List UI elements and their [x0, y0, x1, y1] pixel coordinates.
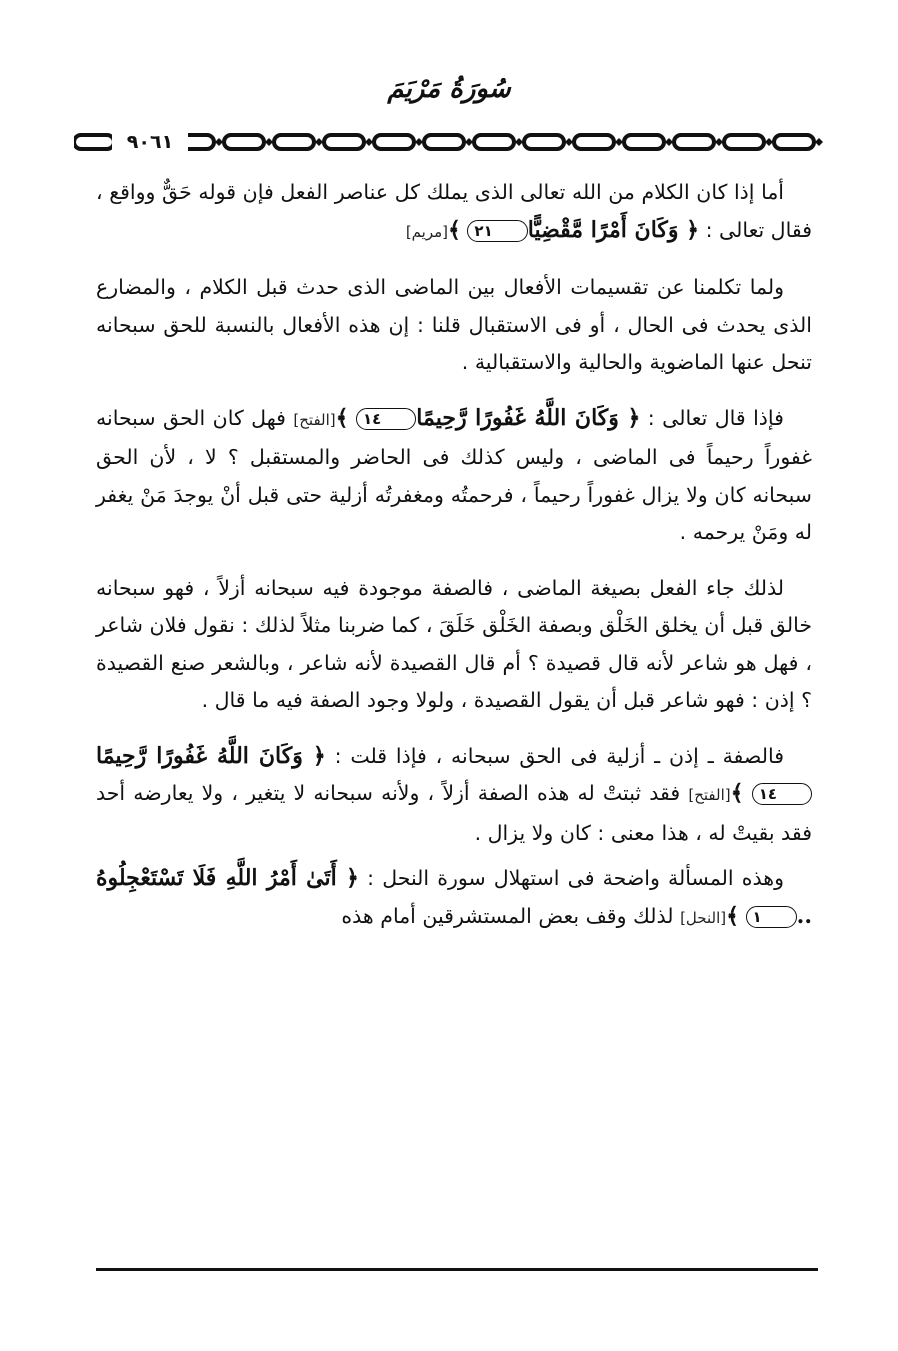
chain-link	[674, 135, 714, 149]
chain-link	[374, 135, 414, 149]
quran-verse: ﴾	[448, 216, 461, 243]
body-text-run: فإذا قال تعالى :	[640, 405, 784, 430]
chain-diamond	[765, 138, 773, 146]
paragraph	[96, 174, 812, 251]
surah-reference: [الفتح]	[293, 410, 336, 429]
quran-verse: ﴿ أَتَىٰ أَمْرُ اللَّهِ فَلَا تَسْتَعْجِلُوهُ ..	[96, 865, 812, 929]
chain-link	[774, 135, 814, 149]
chain-diamond	[315, 138, 323, 146]
paragraph	[96, 738, 812, 853]
chain-link	[574, 135, 614, 149]
paragraph	[96, 269, 812, 382]
chain-diamond	[215, 138, 223, 146]
footer-rule	[96, 1268, 818, 1271]
ayah-number: ١٤	[752, 783, 812, 805]
chain-ornament	[74, 126, 836, 158]
ayah-number: ١٤	[356, 408, 416, 430]
paragraph	[96, 400, 812, 552]
quran-verse: ﴿ وَكَانَ اللَّهُ غَفُورًا رَّحِيمًا	[416, 404, 641, 431]
chain-diamond	[365, 138, 373, 146]
body-text-run: فهل كان الحق سبحانه غفوراً رحيماً فى الماضى ، وليس كذلك فى الحاضر والمستقبل ؟ لا ، لأن الحق سبحانه كان ولا يزال غفوراً رحيماً ، فرحمتُه ومغفرتُه أزلية حتى قبل أنْ يوجدَ مَنْ يغفر له ومَنْ يرحمه .	[96, 405, 812, 544]
chain-link	[624, 135, 664, 149]
quran-verse: ﴿ وَكَانَ اللَّهُ غَفُورًا رَّحِيمًا	[96, 742, 326, 769]
body-text-run: أما إذا كان الكلام من الله تعالى الذى يملك كل عناصر الفعل فإن قوله حَقٌّ وواقع ، فقال تعالى :	[96, 180, 812, 242]
body-text-run: ولما تكلمنا عن تقسيمات الأفعال بين الماضى الذى حدث قبل الكلام ، والمضارع الذى يحدث فى الحال ، أو فى الاستقبال قلنا : إن هذه الأفعال بالنسبة للحق سبحانه تنحل عنها الماضوية والحالية والاستقبالية .	[96, 275, 812, 374]
quran-verse: ﴿ وَكَانَ أَمْرًا مَّقْضِيًّا	[527, 216, 700, 243]
chain-link	[74, 135, 114, 149]
chain-link	[424, 135, 464, 149]
body-text-run: لذلك جاء الفعل بصيغة الماضى ، فالصفة موجودة فيه سبحانه أزلاً ، فهو سبحانه خالق قبل أن يخلق الخَلْق وبصفة الخَلْق خَلَقَ ، كما ضربنا مثلاً لذلك : نقول فلان شاعر ، فهل هو شاعر لأنه قال قصيدة ؟ أم قال القصيدة لأنه شاعر ، وبالشعر صنع القصيدة ؟ إذن : فهو شاعر قبل أن يقول القصيدة ، ولولا وجود الصفة فيه ما قال .	[96, 575, 812, 712]
chain-link	[524, 135, 564, 149]
quran-verse: ﴾	[335, 404, 349, 431]
chain-diamond	[515, 138, 523, 146]
ayah-number: ٢١	[467, 220, 527, 242]
chain-link	[474, 135, 514, 149]
surah-title: سُورَةُ مَرْيَمَ	[387, 74, 511, 104]
chain-link	[324, 135, 364, 149]
surah-reference: [مريم]	[405, 222, 448, 241]
chain-diamond	[615, 138, 623, 146]
chain-link	[274, 135, 314, 149]
quran-verse: ﴾	[730, 780, 744, 806]
chain-diamond	[715, 138, 723, 146]
ornamental-border	[74, 126, 836, 158]
chain-link	[724, 135, 764, 149]
chain-diamond	[415, 138, 423, 146]
body-text-run: لذلك وقف بعض المستشرقين أمام هذه	[341, 903, 674, 928]
paragraph	[96, 570, 812, 720]
ayah-number: ١	[746, 906, 797, 928]
body-text-run: فالصفة ـ إذن ـ أزلية فى الحق سبحانه ، فإذا قلت :	[325, 743, 784, 768]
body-text-run: فقد ثبتتْ له هذه الصفة أزلاً ، ولأنه سبحانه لا يتغير ، ولا يعارضه أحد فقد بقيتْ له ، هذا معنى : كان ولا يزال .	[96, 781, 812, 845]
surah-reference: [النحل]	[680, 908, 727, 927]
chain-link	[224, 135, 264, 149]
chain-diamond	[565, 138, 573, 146]
quran-verse: ﴾	[726, 902, 739, 929]
body-text-run: وهذه المسألة واضحة فى استهلال سورة النحل :	[358, 866, 784, 890]
chain-diamond	[815, 138, 823, 146]
body-text	[96, 174, 812, 955]
surah-reference: [الفتح]	[688, 786, 731, 804]
chain-diamond	[265, 138, 273, 146]
chain-diamond	[465, 138, 473, 146]
paragraph	[96, 860, 812, 937]
chain-diamond	[665, 138, 673, 146]
page-number: ٩٠٦١	[112, 127, 188, 157]
